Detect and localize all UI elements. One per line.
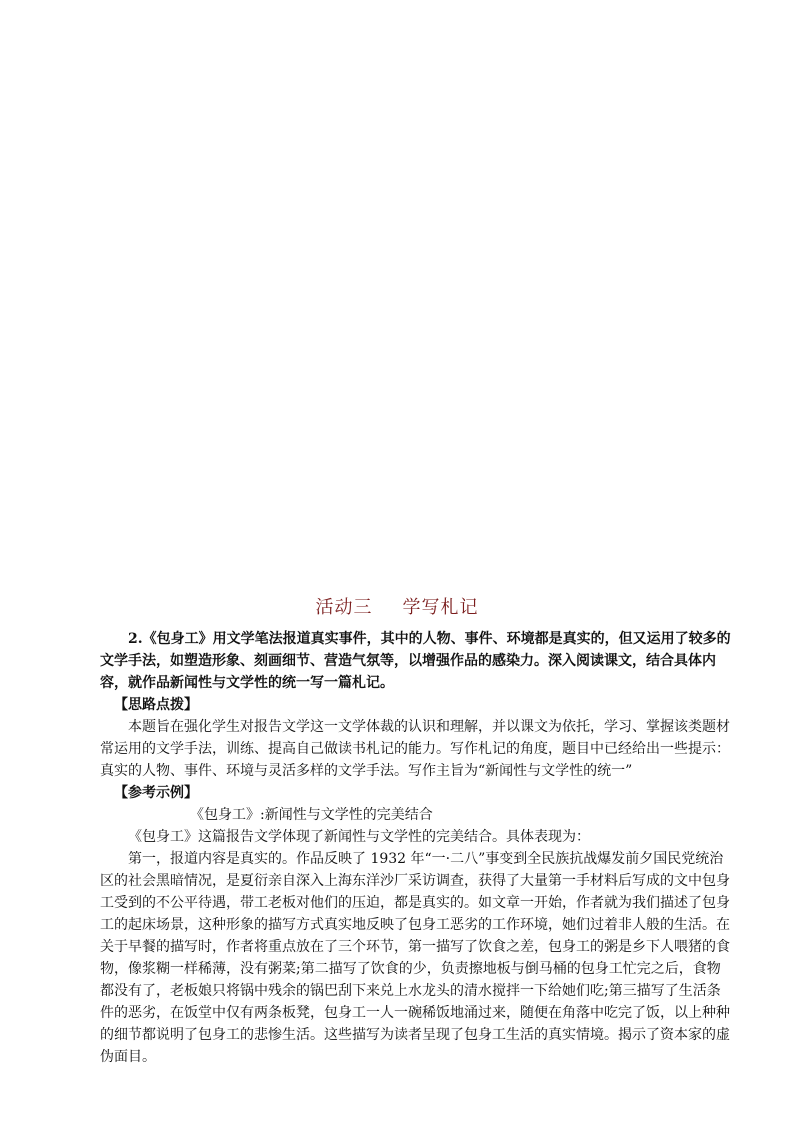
example-heading: 【参考示例】 [114, 785, 198, 801]
essay-paragraph-1: 《包身工》这篇报告文学体现了新闻性与文学性的完美结合。具体表现为： [128, 829, 590, 845]
section-title [0, 593, 794, 619]
document-body [100, 628, 732, 1068]
question-text: 2.《包身工》用文学笔法报道真实事件，其中的人物、事件、环境都是真实的，但又运用了较多的文学手法，如塑造形象、刻画细节、营造气氛等，以增强作品的感染力。深入阅读课文，结合具体内容，就作品新闻性与文学性的统一写一篇札记。 [100, 631, 731, 691]
section-title-part1: 活动三 [315, 597, 373, 618]
hint-heading: 【思路点拨】 [114, 697, 198, 713]
section-title-part2: 学写札记 [402, 597, 479, 618]
hint-text: 本题旨在强化学生对报告文学这一文学体裁的认识和理解，并以课文为依托，学习、掌握该类题材常运用的文学手法，训练、提高自己做读书札记的能力。写作札记的角度，题目中已经给出一些提示：真实的人物、事件、环境与灵活多样的文学手法。写作主旨为“新闻性与文学性的统一” [100, 719, 730, 779]
essay-title: 《包身工》:新闻性与文学性的完美结合 [190, 807, 433, 823]
essay-paragraph-2: 第一，报道内容是真实的。作品反映了 1932 年“一·二八”事变到全民族抗战爆发前夕国民党统治区的社会黑暗情况，是夏衍亲自深入上海东洋沙厂采访调查，获得了大量第一手材料后写成的文中包身工受到的不公平待遇，带工老板对他们的压迫，都是真实的。如文章一开始，作者就为我们描述了包身工的起床场景，这种形象的描写方式真实地反映了包身工恶劣的工作环境，她们过着非人般的生活。在关于早餐的描写时，作者将重点放在了三个环节，第一描写了饮食之差，包身工的粥是乡下人喂猪的食物，像浆糊一样稀薄，没有粥菜;第二描写了饮食的少，负责擦地板与倒马桶的包身工忙完之后，食物都没有了，老板娘只将锅中残余的锅巴刮下来兑上水龙头的清水搅拌一下给她们吃;第三描写了生活条件的恶劣，在饭堂中仅有两条板凳，包身工一人一碗稀饭地涌过来，随便在角落中吃完了饭，以上种种的细节都说明了包身工的悲惨生活。这些描写为读者呈现了包身工生活的真实情境。揭示了资本家的虚伪面目。 [100, 851, 730, 1065]
